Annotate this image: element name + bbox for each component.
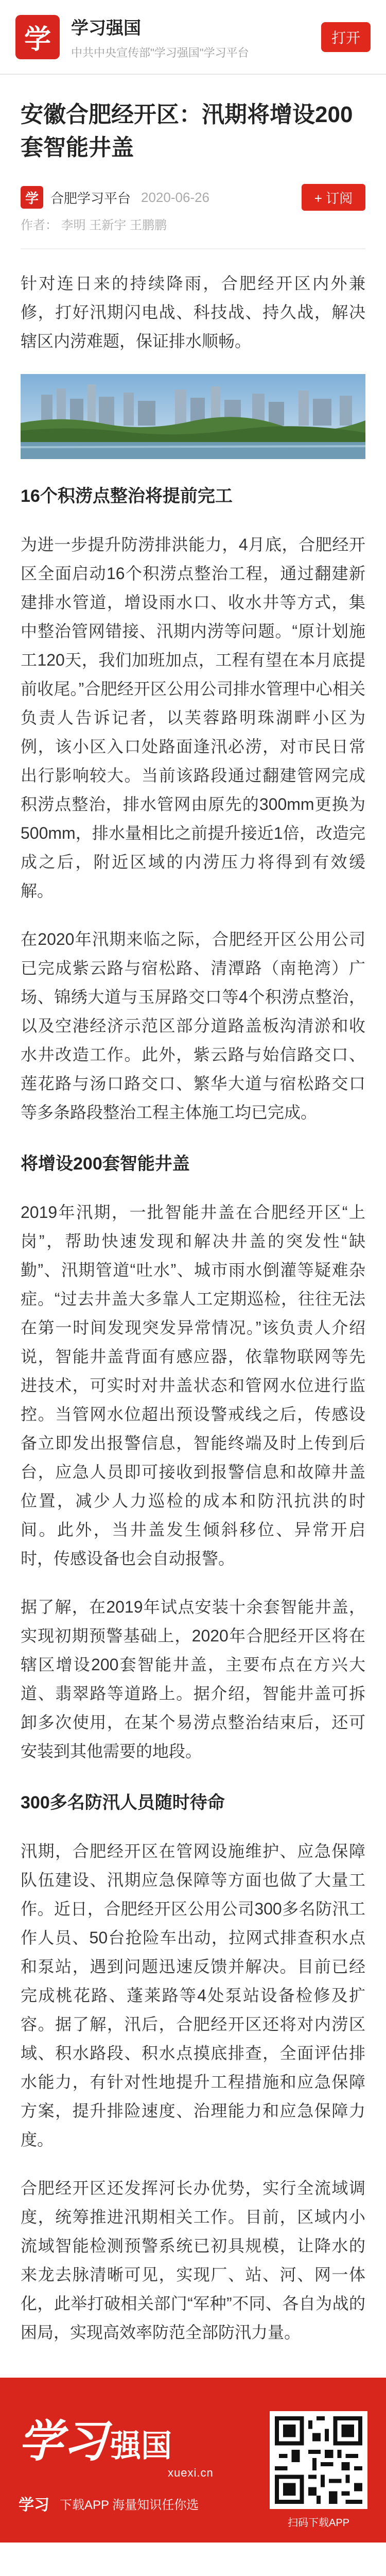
publish-date: 2020-06-26 [141,189,210,205]
city-skyline-photo [21,374,365,459]
section-heading: 300多名防汛人员随时待命 [21,1793,225,1812]
paragraph: 2019年汛期，一批智能井盖在合肥经开区“上岗”，帮助快速发现和解决井盖的突发性“缺勤”、汛期管道“吐水”、城市雨水倒灌等疑难杂症。“过去井盖大多靠人工定期巡检，往往无法在第一时间发现突发异常情况。”该负责人介绍说，智能井盖背面有感应器，依靠物联网等先进技术，可实时对井盖状态和管网水位进行监控。当管网水位超出预设警戒线之后，传感设备立即发出报警信息，智能终端及时上传到后台，应急人员即可接收到报警信息和故障井盖位置，减少人力巡检的成本和防汛抗洪的时间。此外，当井盖发生倾斜移位、异常开启时，传感设备也会自动报警。 [21,1203,365,1568]
footer-tagline [19,2492,214,2515]
footer-tag-badge: 学习 [19,2497,49,2514]
app-name: 学习强国 [71,18,141,38]
qr-code-icon[interactable] [270,2411,367,2509]
article [0,98,386,2347]
paragraph: 据了解，在2019年试点安装十余套智能井盖，实现初期预警基础上，2020年合肥经开区将在辖区增设200套智能井盖，主要布点在方兴大道、翡翠路等道路上。据介绍，智能井盖可拆卸多次使用，在某个易涝点整治结束后，还可安装到其他需要的地段。 [21,1598,365,1760]
footer-brand-name: 强国 [110,2429,172,2463]
footer-brand-script: 学习 [19,2415,107,2467]
paragraph: 合肥经开区还发挥河长办优势，实行全流域调度，统筹推进汛期相关工作。目前，区域内小流域智能检测预警系统已初具规模，让降水的来龙去脉清晰可见，实现厂、站、河、网一体化，此举打破相关部门“军种”不同、各自为战的困局，实现高效率防范全部防汛力量。 [21,2179,365,2342]
paragraph: 在2020年汛期来临之际，合肥经开区公用公司已完成紫云路与宿松路、清潭路（南艳湾）广场、锦绣大道与玉屏路交口等4个积涝点整治，以及空港经济示范区部分道路盖板沟清淤和收水井改造工作。此外，紫云路与始信路交口、莲花路与汤口路交口、繁华大道与宿松路交口等多条路段整治工程主体施工均已完成。 [21,930,365,1122]
subscribe-button[interactable]: + 订阅 [302,184,365,211]
paragraph: 汛期，合肥经开区在管网设施维护、应急保障队伍建设、汛期应急保障等方面也做了大量工作。近日，合肥经开区公用公司300多名防汛工作人员、50台抢险车出动，拉网式排查积水点和泵站，遇到问题迅速反馈并解决。目前已经完成桃花路、蓬莱路等4处泵站设备检修及扩容。据了解，汛后，合肥经开区还将对内涝区域、积水路段、积水点摸底排查，全面评估排水能力，有针对性地提升工程措施和应急保障方案，提升排险速度、治理能力和应急保障力度。 [21,1842,365,2149]
article-authors: 作者： 李明 王新宇 王鹏鹏 [21,218,167,232]
section-heading: 将增设200套智能井盖 [21,1154,190,1174]
article-meta [21,183,365,212]
qr-caption: 扫码下载APP [287,2517,350,2529]
article-title: 安徽合肥经开区：汛期将增设200套智能井盖 [21,102,353,160]
source-name[interactable]: 合肥学习平台 [50,190,131,206]
bottom-space [0,2543,386,2553]
app-logo-icon: 学 [15,15,60,59]
open-app-button[interactable]: 打开 [321,22,371,52]
source-logo-icon: 学 [21,186,43,209]
app-slogan: 中共中央宣传部"学习强国"学习平台 [71,46,249,59]
footer-logo [19,2405,214,2515]
paragraph: 为进一步提升防涝排洪能力，4月底，合肥经开区全面启动16个积涝点整治工程，通过翻建新建排水管道，增设雨水口、收水井等方式，集中整治管网错接、汛期内涝等问题。“原计划施工120天，我们加班加点，工程有望在本月底提前收尾。”合肥经开区公用公司排水管理中心相关负责人告诉记者，以芙蓉路明珠湖畔小区为例，该小区入口处路面逢汛必涝，对市民日常出行影响较大。当前该路段通过翻建管网完成积涝点整治，排水管网由原先的300mm更换为500mm，排水量相比之前提升接近1倍，改造完成之后，附近区域的内涝压力将得到有效缓解。 [21,535,365,900]
footer-url: xuexi.cn [168,2466,214,2479]
footer-brand [19,2405,214,2469]
download-banner[interactable] [0,2378,386,2543]
lead-paragraph: 针对连日来的持续降雨，合肥经开区内外兼修，打好汛期闪电战、科技战、持久战，解决辖区内涝难题，保证排水顺畅。 [21,274,365,350]
section-heading: 16个积涝点整治将提前完工 [21,486,233,506]
divider [21,248,365,249]
app-info [71,14,321,60]
app-banner [0,0,386,75]
footer-slogan: 下载APP 海量知识任你选 [60,2498,199,2512]
